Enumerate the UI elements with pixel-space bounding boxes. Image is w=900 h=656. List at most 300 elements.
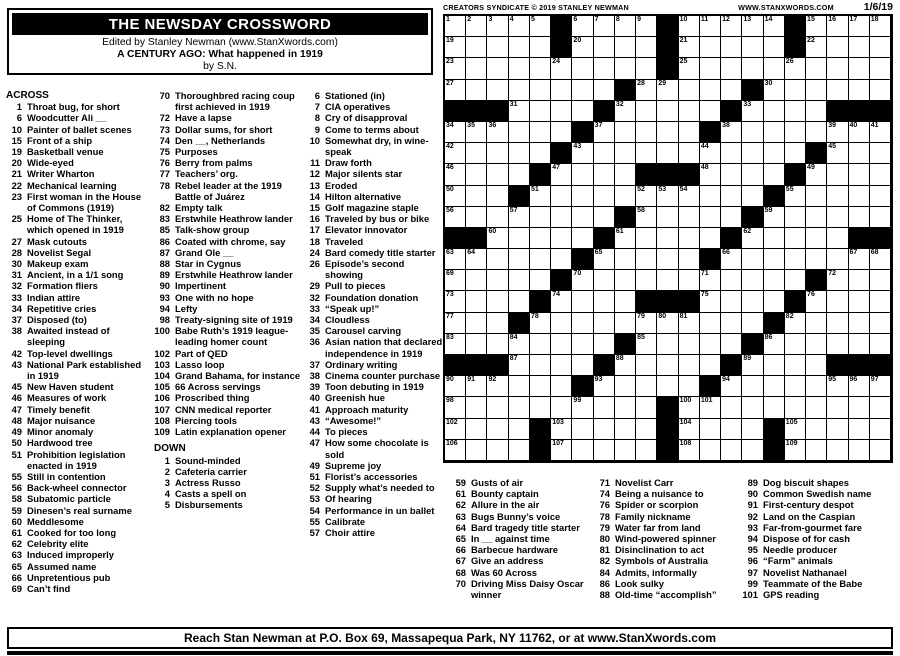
grid-cell[interactable]: [785, 397, 806, 418]
grid-cell[interactable]: [700, 419, 721, 440]
grid-cell[interactable]: [827, 313, 848, 334]
grid-cell[interactable]: [466, 164, 487, 185]
grid-cell[interactable]: [445, 37, 466, 58]
grid-cell[interactable]: [679, 143, 700, 164]
grid-cell[interactable]: [764, 355, 785, 376]
grid-cell[interactable]: [487, 186, 508, 207]
grid-cell[interactable]: [551, 122, 572, 143]
grid-cell[interactable]: [785, 313, 806, 334]
grid-cell[interactable]: [551, 249, 572, 270]
grid-cell[interactable]: [509, 355, 530, 376]
grid-cell[interactable]: [764, 164, 785, 185]
grid-cell[interactable]: [657, 207, 678, 228]
grid-cell[interactable]: [445, 164, 466, 185]
grid-cell[interactable]: [636, 186, 657, 207]
grid-cell[interactable]: [615, 440, 636, 461]
grid-cell[interactable]: [509, 164, 530, 185]
grid-cell[interactable]: [636, 58, 657, 79]
grid-cell[interactable]: [530, 58, 551, 79]
grid-cell[interactable]: [509, 419, 530, 440]
grid-cell[interactable]: [594, 143, 615, 164]
grid-cell[interactable]: [764, 143, 785, 164]
grid-cell[interactable]: [806, 440, 827, 461]
grid-cell[interactable]: [509, 207, 530, 228]
grid-cell[interactable]: [785, 228, 806, 249]
grid-cell[interactable]: [487, 291, 508, 312]
grid-cell[interactable]: [764, 334, 785, 355]
grid-cell[interactable]: [870, 419, 891, 440]
grid-cell[interactable]: [572, 164, 593, 185]
grid-cell[interactable]: [679, 249, 700, 270]
grid-cell[interactable]: [849, 334, 870, 355]
grid-cell[interactable]: [551, 334, 572, 355]
grid-cell[interactable]: [657, 80, 678, 101]
grid-cell[interactable]: [827, 249, 848, 270]
grid-cell[interactable]: [785, 58, 806, 79]
grid-cell[interactable]: [551, 207, 572, 228]
grid-cell[interactable]: [679, 270, 700, 291]
grid-cell[interactable]: [636, 355, 657, 376]
grid-cell[interactable]: [679, 80, 700, 101]
grid-cell[interactable]: [636, 101, 657, 122]
grid-cell[interactable]: [742, 249, 763, 270]
grid-cell[interactable]: [487, 16, 508, 37]
grid-cell[interactable]: [636, 397, 657, 418]
grid-cell[interactable]: [636, 228, 657, 249]
grid-cell[interactable]: [806, 207, 827, 228]
grid-cell[interactable]: [827, 228, 848, 249]
grid-cell[interactable]: [764, 291, 785, 312]
grid-cell[interactable]: [827, 186, 848, 207]
grid-cell[interactable]: [849, 397, 870, 418]
grid-cell[interactable]: [870, 122, 891, 143]
grid-cell[interactable]: [870, 143, 891, 164]
grid-cell[interactable]: [445, 397, 466, 418]
grid-cell[interactable]: [700, 270, 721, 291]
grid-cell[interactable]: [679, 228, 700, 249]
grid-cell[interactable]: [509, 228, 530, 249]
grid-cell[interactable]: [870, 186, 891, 207]
grid-cell[interactable]: [594, 291, 615, 312]
grid-cell[interactable]: [657, 186, 678, 207]
grid-cell[interactable]: [594, 313, 615, 334]
grid-cell[interactable]: [487, 122, 508, 143]
grid-cell[interactable]: [806, 228, 827, 249]
grid-cell[interactable]: [445, 419, 466, 440]
grid-cell[interactable]: [572, 101, 593, 122]
grid-cell[interactable]: [721, 334, 742, 355]
grid-cell[interactable]: [806, 58, 827, 79]
grid-cell[interactable]: [530, 37, 551, 58]
grid-cell[interactable]: [742, 419, 763, 440]
grid-cell[interactable]: [806, 37, 827, 58]
grid-cell[interactable]: [551, 186, 572, 207]
grid-cell[interactable]: [530, 80, 551, 101]
grid-cell[interactable]: [594, 37, 615, 58]
grid-cell[interactable]: [827, 122, 848, 143]
grid-cell[interactable]: [742, 164, 763, 185]
grid-cell[interactable]: [849, 291, 870, 312]
grid-cell[interactable]: [509, 101, 530, 122]
grid-cell[interactable]: [530, 270, 551, 291]
grid-cell[interactable]: [870, 58, 891, 79]
grid-cell[interactable]: [657, 249, 678, 270]
grid-cell[interactable]: [721, 376, 742, 397]
grid-cell[interactable]: [509, 291, 530, 312]
grid-cell[interactable]: [636, 37, 657, 58]
grid-cell[interactable]: [572, 397, 593, 418]
grid-cell[interactable]: [764, 101, 785, 122]
grid-cell[interactable]: [806, 186, 827, 207]
grid-cell[interactable]: [530, 376, 551, 397]
grid-cell[interactable]: [806, 101, 827, 122]
grid-cell[interactable]: [679, 16, 700, 37]
grid-cell[interactable]: [849, 313, 870, 334]
grid-cell[interactable]: [615, 313, 636, 334]
grid-cell[interactable]: [572, 80, 593, 101]
grid-cell[interactable]: [785, 80, 806, 101]
grid-cell[interactable]: [445, 16, 466, 37]
grid-cell[interactable]: [615, 164, 636, 185]
grid-cell[interactable]: [487, 334, 508, 355]
grid-cell[interactable]: [487, 376, 508, 397]
grid-cell[interactable]: [551, 419, 572, 440]
grid-cell[interactable]: [679, 207, 700, 228]
grid-cell[interactable]: [487, 37, 508, 58]
grid-cell[interactable]: [785, 122, 806, 143]
grid-cell[interactable]: [827, 80, 848, 101]
grid-cell[interactable]: [466, 207, 487, 228]
grid-cell[interactable]: [551, 228, 572, 249]
grid-cell[interactable]: [679, 376, 700, 397]
grid-cell[interactable]: [870, 37, 891, 58]
grid-cell[interactable]: [679, 37, 700, 58]
grid-cell[interactable]: [742, 270, 763, 291]
grid-cell[interactable]: [700, 16, 721, 37]
grid-cell[interactable]: [827, 16, 848, 37]
grid-cell[interactable]: [764, 376, 785, 397]
grid-cell[interactable]: [849, 186, 870, 207]
grid-cell[interactable]: [466, 291, 487, 312]
grid-cell[interactable]: [764, 249, 785, 270]
grid-cell[interactable]: [700, 291, 721, 312]
grid-cell[interactable]: [870, 334, 891, 355]
grid-cell[interactable]: [551, 164, 572, 185]
grid-cell[interactable]: [700, 228, 721, 249]
grid-cell[interactable]: [827, 376, 848, 397]
grid-cell[interactable]: [594, 334, 615, 355]
grid-cell[interactable]: [615, 376, 636, 397]
grid-cell[interactable]: [849, 440, 870, 461]
grid-cell[interactable]: [615, 143, 636, 164]
grid-cell[interactable]: [657, 122, 678, 143]
grid-cell[interactable]: [445, 80, 466, 101]
grid-cell[interactable]: [445, 186, 466, 207]
grid-cell[interactable]: [636, 80, 657, 101]
grid-cell[interactable]: [615, 122, 636, 143]
grid-cell[interactable]: [827, 440, 848, 461]
grid-cell[interactable]: [509, 122, 530, 143]
grid-cell[interactable]: [679, 397, 700, 418]
grid-cell[interactable]: [785, 186, 806, 207]
grid-cell[interactable]: [870, 440, 891, 461]
grid-cell[interactable]: [530, 122, 551, 143]
grid-cell[interactable]: [721, 207, 742, 228]
grid-cell[interactable]: [742, 101, 763, 122]
grid-cell[interactable]: [764, 207, 785, 228]
grid-cell[interactable]: [785, 143, 806, 164]
grid-cell[interactable]: [700, 186, 721, 207]
grid-cell[interactable]: [806, 376, 827, 397]
grid-cell[interactable]: [657, 376, 678, 397]
grid-cell[interactable]: [849, 143, 870, 164]
grid-cell[interactable]: [721, 186, 742, 207]
grid-cell[interactable]: [764, 16, 785, 37]
grid-cell[interactable]: [742, 37, 763, 58]
grid-cell[interactable]: [594, 58, 615, 79]
grid-cell[interactable]: [572, 419, 593, 440]
grid-cell[interactable]: [806, 313, 827, 334]
grid-cell[interactable]: [509, 143, 530, 164]
grid-cell[interactable]: [827, 37, 848, 58]
grid-cell[interactable]: [827, 291, 848, 312]
grid-cell[interactable]: [487, 270, 508, 291]
grid-cell[interactable]: [785, 419, 806, 440]
grid-cell[interactable]: [827, 419, 848, 440]
grid-cell[interactable]: [530, 313, 551, 334]
grid-cell[interactable]: [870, 164, 891, 185]
grid-cell[interactable]: [700, 143, 721, 164]
grid-cell[interactable]: [742, 376, 763, 397]
grid-cell[interactable]: [572, 228, 593, 249]
grid-cell[interactable]: [679, 313, 700, 334]
grid-cell[interactable]: [849, 37, 870, 58]
grid-cell[interactable]: [849, 376, 870, 397]
grid-cell[interactable]: [572, 334, 593, 355]
grid-cell[interactable]: [445, 143, 466, 164]
grid-cell[interactable]: [615, 419, 636, 440]
grid-cell[interactable]: [721, 291, 742, 312]
grid-cell[interactable]: [466, 143, 487, 164]
grid-cell[interactable]: [657, 143, 678, 164]
grid-cell[interactable]: [445, 249, 466, 270]
grid-cell[interactable]: [466, 270, 487, 291]
grid-cell[interactable]: [594, 186, 615, 207]
grid-cell[interactable]: [870, 249, 891, 270]
grid-cell[interactable]: [509, 397, 530, 418]
grid-cell[interactable]: [721, 16, 742, 37]
grid-cell[interactable]: [509, 440, 530, 461]
grid-cell[interactable]: [594, 122, 615, 143]
grid-cell[interactable]: [827, 270, 848, 291]
grid-cell[interactable]: [551, 313, 572, 334]
grid-cell[interactable]: [466, 16, 487, 37]
grid-cell[interactable]: [849, 80, 870, 101]
grid-cell[interactable]: [806, 355, 827, 376]
grid-cell[interactable]: [594, 419, 615, 440]
grid-cell[interactable]: [849, 207, 870, 228]
grid-cell[interactable]: [445, 270, 466, 291]
grid-cell[interactable]: [785, 270, 806, 291]
grid-cell[interactable]: [466, 313, 487, 334]
grid-cell[interactable]: [827, 143, 848, 164]
grid-cell[interactable]: [445, 207, 466, 228]
grid-cell[interactable]: [636, 376, 657, 397]
grid-cell[interactable]: [487, 397, 508, 418]
grid-cell[interactable]: [806, 249, 827, 270]
grid-cell[interactable]: [806, 164, 827, 185]
grid-cell[interactable]: [679, 334, 700, 355]
grid-cell[interactable]: [530, 355, 551, 376]
grid-cell[interactable]: [466, 58, 487, 79]
grid-cell[interactable]: [551, 355, 572, 376]
grid-cell[interactable]: [849, 122, 870, 143]
grid-cell[interactable]: [849, 419, 870, 440]
grid-cell[interactable]: [806, 16, 827, 37]
grid-cell[interactable]: [466, 80, 487, 101]
grid-cell[interactable]: [572, 440, 593, 461]
grid-cell[interactable]: [445, 334, 466, 355]
grid-cell[interactable]: [742, 397, 763, 418]
grid-cell[interactable]: [785, 207, 806, 228]
grid-cell[interactable]: [466, 186, 487, 207]
grid-cell[interactable]: [636, 419, 657, 440]
grid-cell[interactable]: [806, 122, 827, 143]
grid-cell[interactable]: [572, 58, 593, 79]
grid-cell[interactable]: [615, 355, 636, 376]
grid-cell[interactable]: [700, 207, 721, 228]
grid-cell[interactable]: [466, 37, 487, 58]
grid-cell[interactable]: [615, 16, 636, 37]
grid-cell[interactable]: [679, 122, 700, 143]
grid-cell[interactable]: [636, 122, 657, 143]
grid-cell[interactable]: [530, 228, 551, 249]
grid-cell[interactable]: [594, 376, 615, 397]
grid-cell[interactable]: [785, 376, 806, 397]
grid-cell[interactable]: [615, 101, 636, 122]
grid-cell[interactable]: [721, 164, 742, 185]
grid-cell[interactable]: [700, 164, 721, 185]
grid-cell[interactable]: [721, 143, 742, 164]
grid-cell[interactable]: [721, 313, 742, 334]
grid-cell[interactable]: [615, 249, 636, 270]
grid-cell[interactable]: [572, 186, 593, 207]
grid-cell[interactable]: [679, 440, 700, 461]
grid-cell[interactable]: [509, 58, 530, 79]
grid-cell[interactable]: [657, 228, 678, 249]
grid-cell[interactable]: [551, 376, 572, 397]
grid-cell[interactable]: [806, 397, 827, 418]
grid-cell[interactable]: [466, 249, 487, 270]
grid-cell[interactable]: [700, 313, 721, 334]
grid-cell[interactable]: [551, 291, 572, 312]
grid-cell[interactable]: [551, 397, 572, 418]
grid-cell[interactable]: [785, 355, 806, 376]
grid-cell[interactable]: [721, 58, 742, 79]
grid-cell[interactable]: [551, 101, 572, 122]
grid-cell[interactable]: [721, 122, 742, 143]
grid-cell[interactable]: [572, 313, 593, 334]
grid-cell[interactable]: [764, 270, 785, 291]
grid-cell[interactable]: [466, 376, 487, 397]
grid-cell[interactable]: [721, 80, 742, 101]
grid-cell[interactable]: [615, 228, 636, 249]
grid-cell[interactable]: [764, 397, 785, 418]
grid-cell[interactable]: [764, 122, 785, 143]
grid-cell[interactable]: [636, 334, 657, 355]
grid-cell[interactable]: [615, 291, 636, 312]
grid-cell[interactable]: [572, 355, 593, 376]
grid-cell[interactable]: [657, 270, 678, 291]
grid-cell[interactable]: [700, 397, 721, 418]
grid-cell[interactable]: [700, 355, 721, 376]
grid-cell[interactable]: [742, 143, 763, 164]
grid-cell[interactable]: [445, 313, 466, 334]
grid-cell[interactable]: [742, 313, 763, 334]
grid-cell[interactable]: [445, 376, 466, 397]
grid-cell[interactable]: [594, 164, 615, 185]
grid-cell[interactable]: [466, 440, 487, 461]
grid-cell[interactable]: [742, 122, 763, 143]
grid-cell[interactable]: [487, 58, 508, 79]
grid-cell[interactable]: [487, 440, 508, 461]
grid-cell[interactable]: [445, 58, 466, 79]
grid-cell[interactable]: [594, 207, 615, 228]
grid-cell[interactable]: [679, 101, 700, 122]
grid-cell[interactable]: [615, 37, 636, 58]
grid-cell[interactable]: [870, 376, 891, 397]
grid-cell[interactable]: [594, 440, 615, 461]
grid-cell[interactable]: [721, 270, 742, 291]
grid-cell[interactable]: [572, 270, 593, 291]
grid-cell[interactable]: [721, 397, 742, 418]
grid-cell[interactable]: [636, 249, 657, 270]
grid-cell[interactable]: [721, 419, 742, 440]
grid-cell[interactable]: [636, 313, 657, 334]
grid-cell[interactable]: [870, 16, 891, 37]
grid-cell[interactable]: [509, 249, 530, 270]
grid-cell[interactable]: [509, 16, 530, 37]
grid-cell[interactable]: [636, 143, 657, 164]
grid-cell[interactable]: [636, 440, 657, 461]
grid-cell[interactable]: [785, 101, 806, 122]
grid-cell[interactable]: [572, 16, 593, 37]
grid-cell[interactable]: [849, 249, 870, 270]
grid-cell[interactable]: [849, 164, 870, 185]
grid-cell[interactable]: [466, 397, 487, 418]
grid-cell[interactable]: [530, 397, 551, 418]
grid-cell[interactable]: [530, 334, 551, 355]
grid-cell[interactable]: [870, 397, 891, 418]
grid-cell[interactable]: [530, 249, 551, 270]
grid-cell[interactable]: [806, 291, 827, 312]
grid-cell[interactable]: [487, 207, 508, 228]
grid-cell[interactable]: [700, 440, 721, 461]
grid-cell[interactable]: [785, 249, 806, 270]
grid-cell[interactable]: [551, 80, 572, 101]
grid-cell[interactable]: [849, 16, 870, 37]
grid-cell[interactable]: [870, 270, 891, 291]
grid-cell[interactable]: [509, 37, 530, 58]
grid-cell[interactable]: [700, 101, 721, 122]
grid-cell[interactable]: [487, 164, 508, 185]
grid-cell[interactable]: [487, 249, 508, 270]
grid-cell[interactable]: [827, 207, 848, 228]
grid-cell[interactable]: [466, 122, 487, 143]
grid-cell[interactable]: [764, 37, 785, 58]
grid-cell[interactable]: [870, 80, 891, 101]
grid-cell[interactable]: [594, 397, 615, 418]
